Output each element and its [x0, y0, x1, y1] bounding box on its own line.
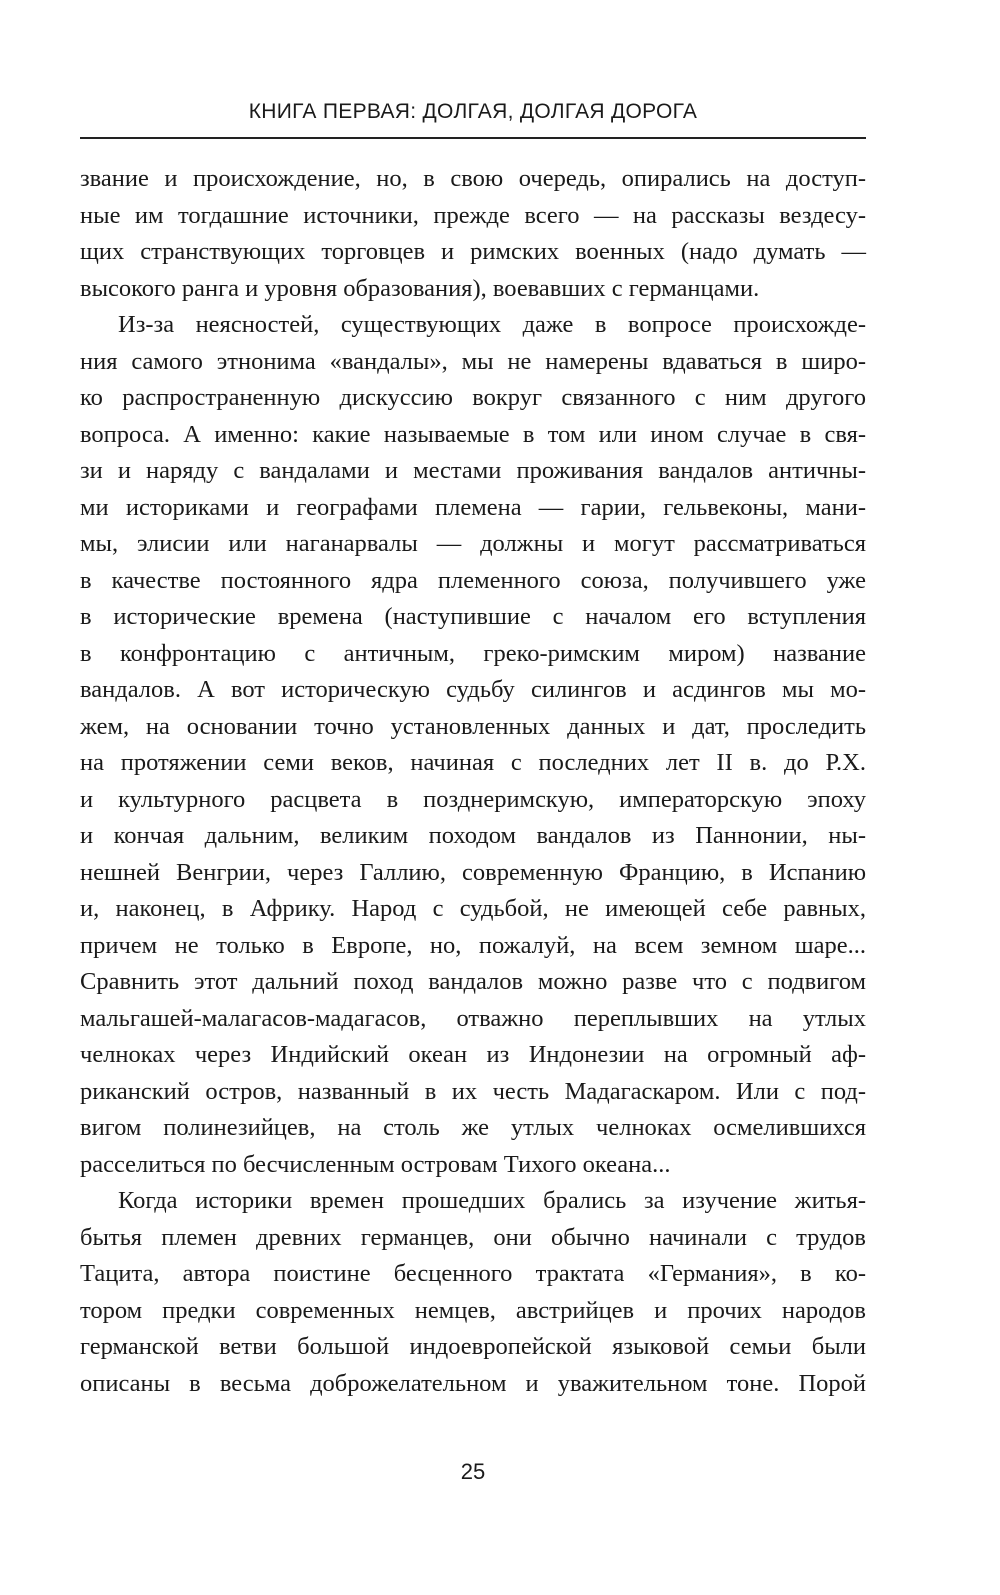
text-line: высокого ранга и уровня образования), воевавших с германцами.: [80, 274, 760, 302]
text-line: в исторические времена (наступившие с началом его вступления: [80, 603, 866, 630]
text-line: мы, элисии или наганарвалы — должны и могут рассматриваться: [80, 530, 866, 557]
paragraph-2: [80, 307, 866, 1183]
text-line: на протяжении семи веков, начиная с последних лет II в. до Р.Х.: [80, 749, 866, 776]
text-line: Тацита, автора поистине бесценного трактата «Германия», в ко-: [80, 1260, 866, 1287]
text-line: риканский остров, названный в их честь Мадагаскаром. Или с под-: [80, 1077, 866, 1105]
text-line: Когда историки времен прошедших брались за изучение житья-: [118, 1187, 866, 1214]
text-line: Сравнить этот дальний поход вандалов можно разве что с подвигом: [80, 968, 866, 995]
text-line: и, наконец, в Африку. Народ с судьбой, не имеющей себе равных,: [80, 895, 866, 922]
page-number: 25: [460, 1459, 486, 1484]
text-line: и кончая дальним, великим походом вандалов из Паннонии, ны-: [80, 822, 866, 849]
text-line: нешней Венгрии, через Галлию, современную Францию, в Испанию: [80, 858, 866, 886]
text-line: звание и происхождение, но, в свою очередь, опирались на доступ-: [80, 165, 866, 192]
text-line: ми историками и географами племена — гарии, гельвеконы, мани-: [80, 493, 866, 521]
text-line: ния самого этнонима «вандалы», мы не намерены вдаваться в широ-: [80, 347, 866, 375]
text-line: бытья племен древних германцев, они обычно начинали с трудов: [80, 1223, 866, 1251]
text-line: зи и наряду с вандалами и местами проживания вандалов античны-: [80, 457, 866, 484]
text-line: щих странствующих торговцев и римских военных (надо думать —: [80, 238, 866, 265]
text-line: и культурного расцвета в позднеримскую, императорскую эпоху: [80, 785, 866, 813]
paragraph-1: [80, 161, 866, 307]
text-line: причем не только в Европе, но, пожалуй, на всем земном шаре...: [80, 931, 866, 959]
running-header: КНИГА ПЕРВАЯ: ДОЛГАЯ, ДОЛГАЯ ДОРОГА: [248, 100, 698, 123]
text-line: тором предки современных немцев, австрийцев и прочих народов: [80, 1296, 866, 1324]
text-line: вигом полинезийцев, на столь же утлых челноках осмелившихся: [80, 1114, 866, 1141]
text-line: вопроса. А именно: какие называемые в том или ином случае в свя-: [80, 420, 866, 448]
text-line: вандалов. А вот историческую судьбу силингов и асдингов мы мо-: [80, 676, 866, 703]
text-line: расселиться по бесчисленным островам Тихого океана...: [80, 1150, 671, 1178]
text-line: жем, на основании точно установленных данных и дат, проследить: [80, 712, 866, 740]
text-line: ные им тогдашние источники, прежде всего — на рассказы вездесу-: [80, 201, 866, 229]
header-rule: [80, 137, 866, 139]
text-line: мальгашей-малагасов-мадагасов, отважно переплывших на утлых: [80, 1004, 866, 1032]
text-line: в конфронтацию с античным, греко-римским миром) название: [80, 639, 866, 667]
text-line: германской ветви большой индоевропейской языковой семьи были: [80, 1333, 866, 1360]
text-line: ко распространенную дискуссию вокруг связанного с ним другого: [80, 384, 866, 411]
text-line: в качестве постоянного ядра племенного союза, получившего уже: [80, 566, 866, 594]
text-line: Из-за неясностей, существующих даже в вопросе происхожде-: [118, 311, 866, 338]
paragraph-3: [80, 1183, 866, 1402]
text-line: описаны в весьма доброжелательном и уважительном тоне. Порой: [80, 1369, 866, 1397]
body-text: [80, 161, 866, 1402]
text-line: челноках через Индийский океан из Индонезии на огромный аф-: [80, 1041, 866, 1068]
